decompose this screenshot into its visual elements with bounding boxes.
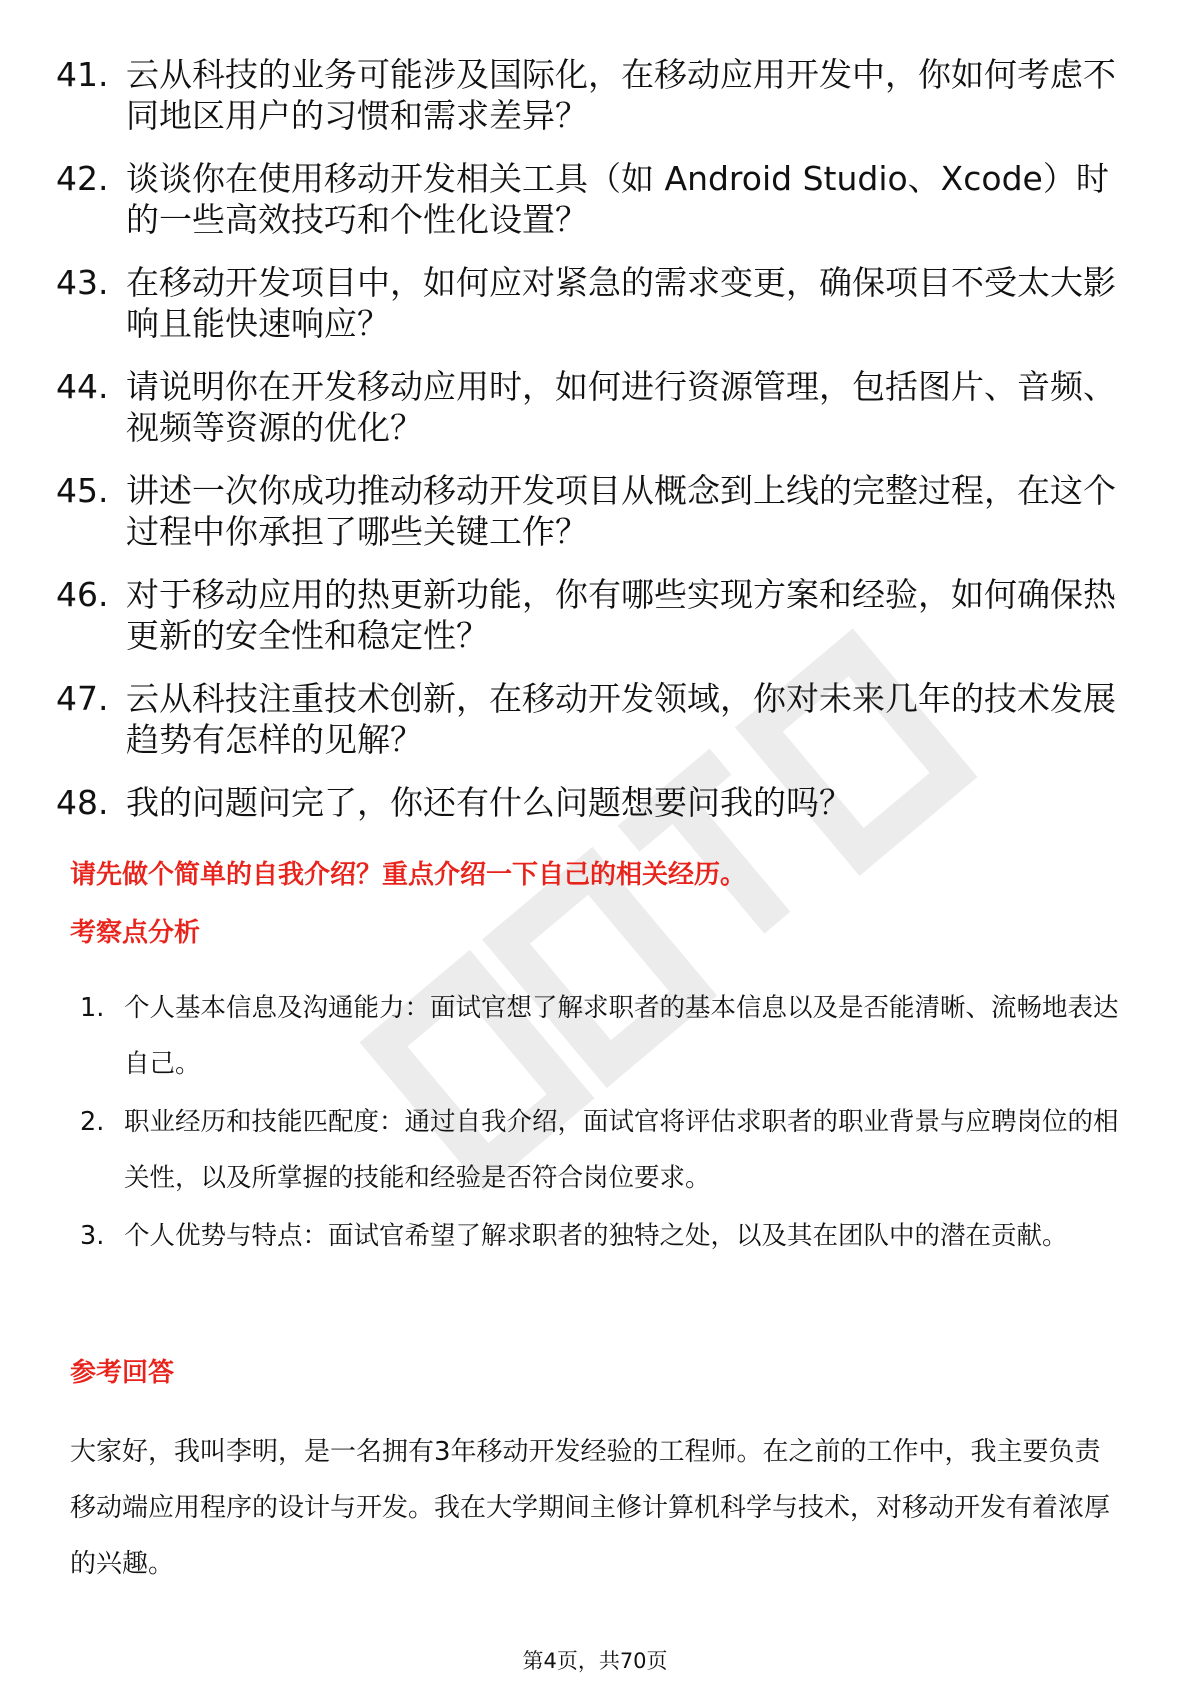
question-number: 43. — [56, 263, 109, 302]
point-number: 2. — [80, 1107, 105, 1137]
answer-paragraph: 大家好，我叫李明，是一名拥有3年移动开发经验的工程师。在之前的工作中，我主要负责移动端应用程序的设计与开发。我在大学期间主修计算机科学与技术，对移动开发有着浓厚的兴趣。 — [70, 1437, 1111, 1579]
list-item — [80, 1208, 1120, 1264]
question-number: 45. — [56, 471, 109, 510]
question-text: 我的问题问完了，你还有什么问题想要问我的吗？ — [126, 783, 852, 822]
list-item — [56, 782, 1116, 823]
point-text: 职业经历和技能匹配度：通过自我介绍，面试官将评估求职者的职业背景与应聘岗位的相关性，以及所掌握的技能和经验是否符合岗位要求。 — [124, 1107, 1119, 1193]
analysis-points — [80, 980, 1120, 1266]
section-question: 请先做个简单的自我介绍？重点介绍一下自己的相关经历。 — [70, 860, 747, 890]
point-number: 3. — [80, 1221, 105, 1251]
question-number: 42. — [56, 159, 109, 198]
question-number: 41. — [56, 55, 109, 94]
list-item — [56, 54, 1116, 136]
list-item — [80, 1094, 1120, 1206]
point-text: 个人基本信息及沟通能力：面试官想了解求职者的基本信息以及是否能清晰、流畅地表达自己。 — [124, 993, 1119, 1079]
point-text: 个人优势与特点：面试官希望了解求职者的独特之处，以及其在团队中的潜在贡献。 — [124, 1221, 1068, 1251]
question-list — [56, 54, 1116, 845]
list-item — [80, 980, 1120, 1092]
list-item — [56, 678, 1116, 760]
list-item — [56, 470, 1116, 552]
list-item — [56, 366, 1116, 448]
analysis-heading: 考察点分析 — [70, 918, 201, 948]
question-number: 44. — [56, 367, 109, 406]
point-number: 1. — [80, 993, 105, 1023]
question-text: 在移动开发项目中，如何应对紧急的需求变更，确保项目不受太大影响且能快速响应？ — [126, 263, 1116, 343]
list-item — [56, 262, 1116, 344]
question-text: 谈谈你在使用移动开发相关工具（如 Android Studio、Xcode）时的一些高效技巧和个性化设置？ — [126, 159, 1109, 239]
question-text: 讲述一次你成功推动移动开发项目从概念到上线的完整过程，在这个过程中你承担了哪些关键工作？ — [126, 471, 1116, 551]
list-item — [56, 574, 1116, 656]
page-footer: 第4页，共70页 — [522, 1649, 668, 1673]
question-text: 云从科技注重技术创新，在移动开发领域，你对未来几年的技术发展趋势有怎样的见解？ — [126, 679, 1116, 759]
question-text: 对于移动应用的热更新功能，你有哪些实现方案和经验，如何确保热更新的安全性和稳定性？ — [126, 575, 1116, 655]
question-number: 47. — [56, 679, 109, 718]
question-text: 请说明你在开发移动应用时，如何进行资源管理，包括图片、音频、视频等资源的优化？ — [126, 367, 1116, 447]
question-number: 48. — [56, 783, 109, 822]
list-item — [56, 158, 1116, 240]
question-text: 云从科技的业务可能涉及国际化，在移动应用开发中，你如何考虑不同地区用户的习惯和需求差异？ — [126, 55, 1116, 135]
answer-heading: 参考回答 — [70, 1358, 175, 1388]
question-number: 46. — [56, 575, 109, 614]
